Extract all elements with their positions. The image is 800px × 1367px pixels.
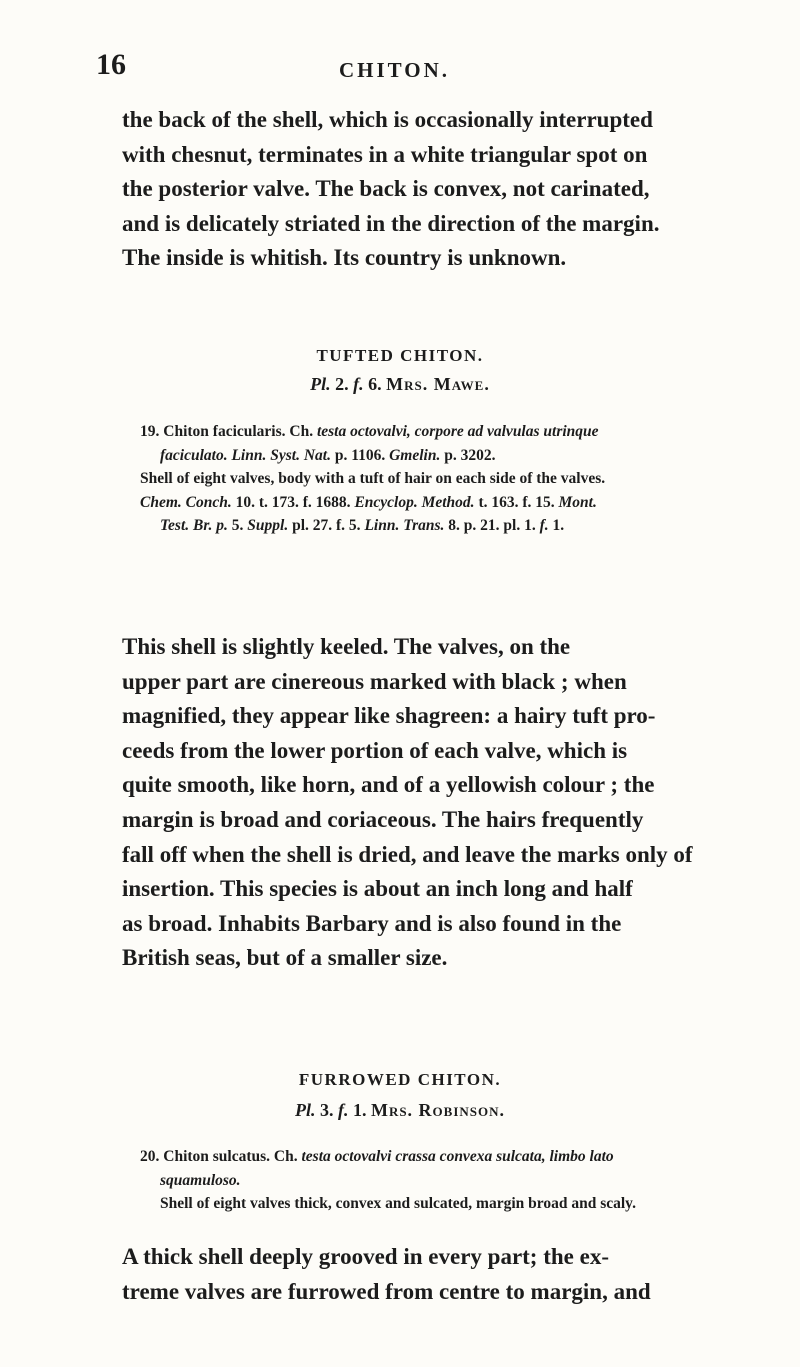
plate-label: Pl. [310, 374, 331, 394]
furrowed-description [122, 1240, 754, 1309]
entry-text: 20. Chiton sulcatus. Ch. [140, 1148, 302, 1165]
entry-latin: Test. Br. p. [160, 517, 228, 535]
entry-text: 19. Chiton facicularis. Ch. [140, 423, 317, 440]
entry-latin: faciculato. Linn. Syst. Nat. [160, 446, 331, 464]
entry-latin: Suppl. [247, 517, 289, 535]
text-line: treme valves are furrowed from centre to margin, and [122, 1278, 651, 1304]
entry-latin: f. [539, 517, 549, 535]
entry-line [140, 514, 760, 538]
text-line: fall off when the shell is dried, and leave the marks only of [122, 841, 693, 867]
plate-reference-furrowed [0, 1100, 800, 1121]
entry-text: p. 3202. [440, 446, 496, 464]
intro-paragraph [122, 103, 754, 276]
entry-line [140, 1169, 760, 1193]
text-line: British seas, but of a smaller size. [122, 945, 448, 971]
entry-text: 8. p. 21. pl. 1. [444, 517, 540, 535]
text-line: as broad. Inhabits Barbary and is also found in the [122, 910, 622, 936]
entry-latin: testa octovalvi crassa convexa sulcata, limbo lato [301, 1148, 614, 1165]
entry-text: t. 163. f. 15. [474, 493, 559, 511]
entry-latin: squamuloso. [160, 1171, 241, 1189]
text-line: The inside is whitish. Its country is unknown. [122, 245, 567, 271]
figure-number: 6. [368, 374, 382, 394]
entry-latin: testa octovalvi, corpore ad valvulas utrinque [316, 423, 599, 440]
text-line: and is delicately striated in the direction of the margin. [122, 210, 660, 236]
text-line: ceeds from the lower portion of each valve, which is [122, 737, 628, 763]
text-line: insertion. This species is about an inch long and half [122, 876, 633, 902]
specimen-owner: Mrs. Mawe. [386, 374, 490, 394]
text-line: with chesnut, terminates in a white triangular spot on [122, 141, 648, 167]
plate-label: Pl. [294, 1100, 316, 1120]
running-head: CHITON. [339, 58, 451, 82]
page-number: 16 [96, 48, 126, 81]
entry-text: 1. [548, 517, 565, 535]
entry-line [140, 444, 760, 468]
entry-latin: Gmelin. [389, 446, 441, 464]
plate-number: 2. [335, 374, 349, 394]
entry-line: Shell of eight valves, body with a tuft of hair on each side of the valves. [140, 470, 606, 488]
entry-text: p. 1106. [330, 446, 390, 464]
entry-line [140, 1145, 760, 1169]
entry-text: pl. 27. f. 5. [288, 517, 365, 535]
text-line: margin is broad and coriaceous. The hairs frequently [122, 806, 644, 832]
section-title-furrowed: FURROWED CHITON. [298, 1070, 502, 1089]
entry-latin: Chem. Conch. [140, 493, 232, 511]
text-line: quite smooth, like horn, and of a yellowish colour ; the [122, 772, 655, 798]
figure-label: f. [353, 374, 364, 394]
entry-text: 10. t. 173. f. 1688. [231, 493, 355, 511]
section-title-tufted: TUFTED CHITON. [316, 346, 484, 365]
text-line: the back of the shell, which is occasionally interrupted [122, 107, 653, 132]
entry-line [140, 420, 760, 444]
tufted-description [122, 630, 754, 976]
entry-latin: Linn. Trans. [364, 517, 445, 535]
species-entry-20 [140, 1145, 760, 1216]
specimen-owner: Mrs. Robinson. [370, 1100, 506, 1120]
species-entry-19 [140, 420, 760, 538]
text-line: A thick shell deeply grooved in every part; the ex- [122, 1244, 609, 1269]
entry-latin: Mont. [558, 493, 597, 511]
figure-label: f. [337, 1100, 349, 1120]
text-line: magnified, they appear like shagreen: a hairy tuft pro- [122, 703, 656, 729]
entry-line [140, 491, 760, 515]
text-line: the posterior valve. The back is convex, not carinated, [122, 176, 650, 202]
figure-number: 1. [352, 1100, 367, 1120]
plate-reference-tufted [0, 374, 800, 395]
entry-latin: Encyclop. Method. [354, 493, 475, 511]
page-header [96, 48, 726, 88]
text-line: This shell is slightly keeled. The valves, on the [122, 634, 571, 659]
entry-text: 5. [227, 517, 248, 535]
entry-line: Shell of eight valves thick, convex and sulcated, margin broad and scaly. [160, 1195, 636, 1213]
plate-number: 3. [319, 1100, 334, 1120]
text-line: upper part are cinereous marked with black ; when [122, 668, 627, 694]
